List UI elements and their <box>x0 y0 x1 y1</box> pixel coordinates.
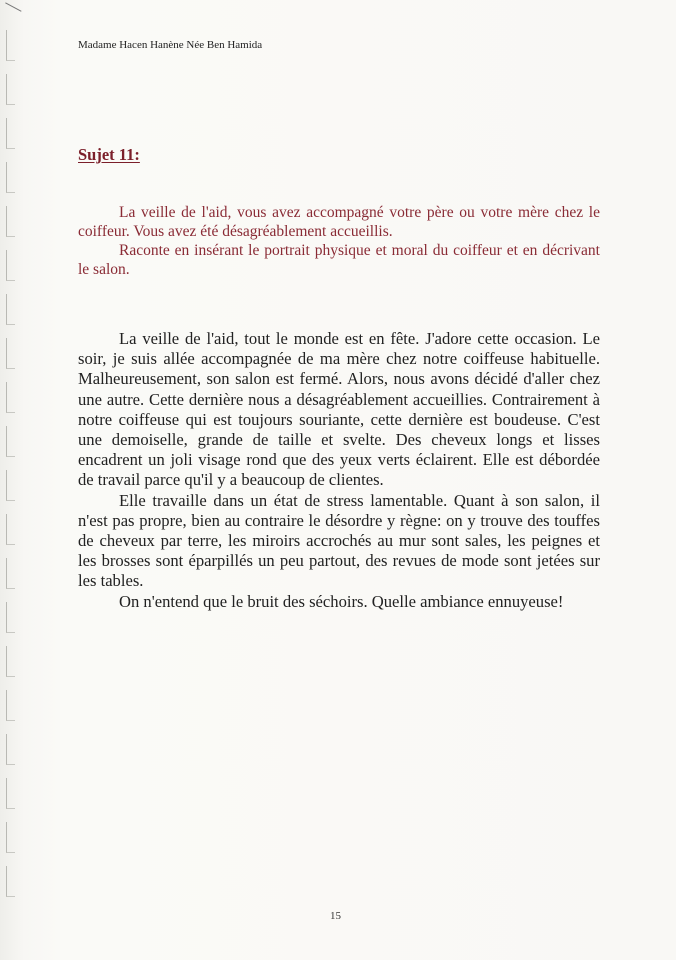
binding-hole-mark <box>6 250 15 281</box>
page-header-author: Madame Hacen Hanène Née Ben Hamida <box>78 39 263 51</box>
binding-hole-mark <box>6 382 15 413</box>
binding-hole-mark <box>6 558 15 589</box>
binding-hole-mark <box>6 646 15 677</box>
binding-hole-mark <box>6 822 15 853</box>
essay-text <box>78 329 600 612</box>
binding-hole-mark <box>6 294 15 325</box>
subject-prompt <box>78 203 600 279</box>
binding-hole-mark <box>6 30 15 61</box>
binding-hole-mark <box>6 690 15 721</box>
essay-paragraph: La veille de l'aid, tout le monde est en fête. J'adore cette occasion. Le soir, je suis allée accompagnée de ma mère chez notre coiffeuse habituelle. Malheureusement, son salon est fermé. Alors, nous avons décidé d'aller chez une autre. Cette dernière nous a désagréablement accueillies. Contrairement à notre coiffeuse qui est toujours souriante, cette dernière est boudeuse. C'est une demoiselle, grande de taille et svelte. Des cheveux longs et lisses encadrent un joli visage rond que des yeux verts éclairent. Elle est débordée de travail parce qu'il y a beaucoup de clientes. <box>78 329 600 490</box>
essay-paragraph: Elle travaille dans un état de stress lamentable. Quant à son salon, il n'est pas propre, bien au contraire le désordre y règne: on y trouve des touffes de cheveux par terre, les miroirs accrochés au mur sont sales, les peignes et les brosses sont éparpillés un peu partout, des revues de mode sont jetées sur les tables. <box>78 490 600 591</box>
binding-hole-mark <box>6 74 15 105</box>
binding-hole-mark <box>6 602 15 633</box>
page-number: 15 <box>330 910 341 922</box>
binding-hole-mark <box>6 118 15 149</box>
binding-hole-mark <box>6 206 15 237</box>
binding-hole-mark <box>6 514 15 545</box>
binding-hole-mark <box>6 426 15 457</box>
binding-hole-mark <box>6 866 15 897</box>
essay-paragraph: On n'entend que le bruit des séchoirs. Quelle ambiance ennuyeuse! <box>119 591 564 611</box>
prompt-paragraph: Raconte en insérant le portrait physique et moral du coiffeur et en décrivant le salon. <box>78 242 600 278</box>
binding-hole-mark <box>6 470 15 501</box>
binding-hole-mark <box>6 338 15 369</box>
binding-hole-mark <box>6 734 15 765</box>
scan-corner-mark <box>0 2 21 20</box>
binding-hole-marks <box>6 30 20 930</box>
prompt-paragraph: La veille de l'aid, vous avez accompagné votre père ou votre mère chez le coiffeur. Vous avez été désagréablement accueillis. <box>78 204 600 240</box>
subject-title: Sujet 11: <box>78 145 140 164</box>
binding-hole-mark <box>6 778 15 809</box>
binding-hole-mark <box>6 162 15 193</box>
